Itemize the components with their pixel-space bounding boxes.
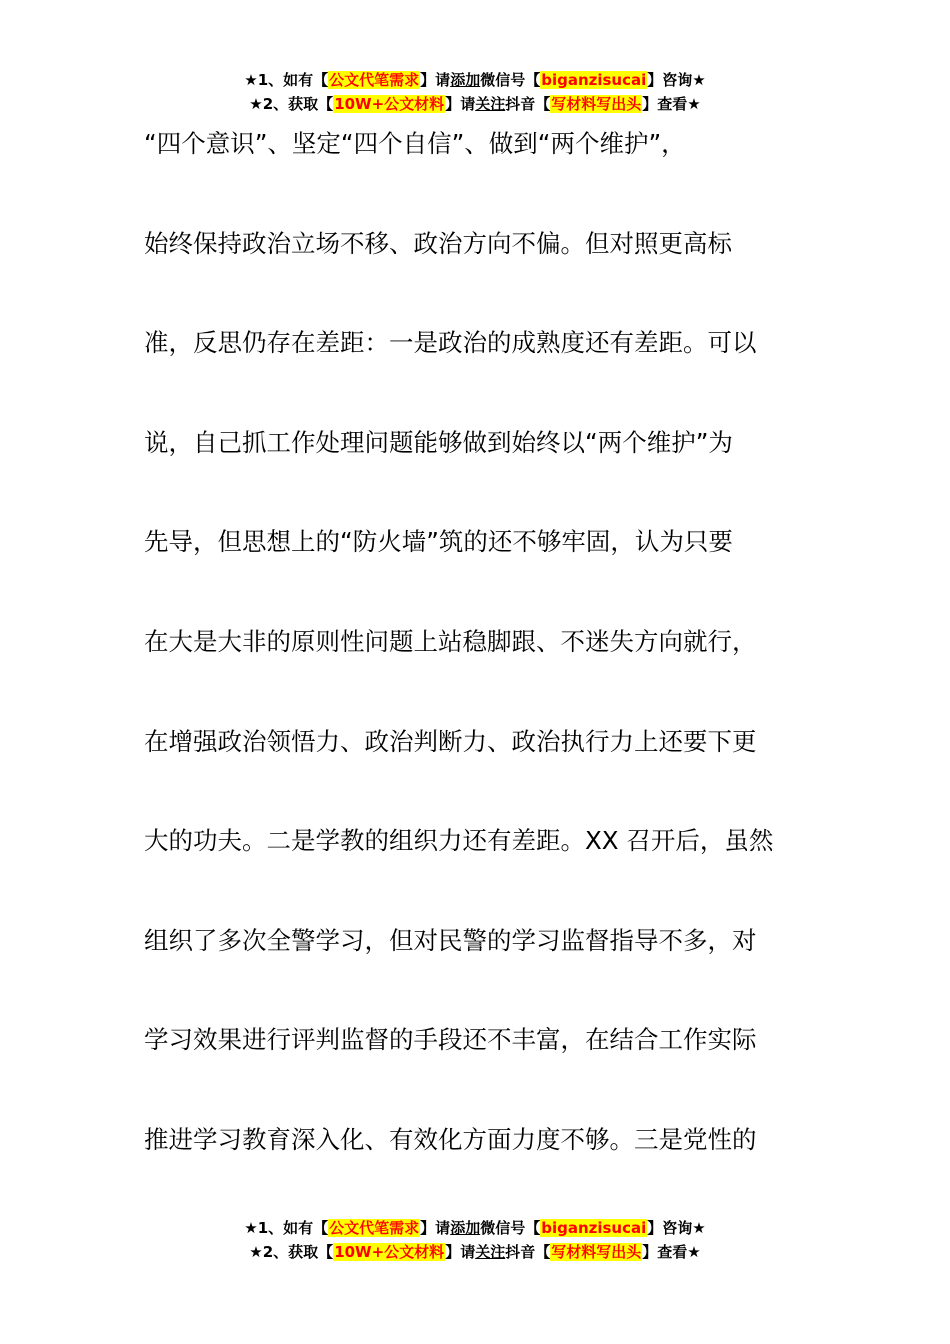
- document-body: [144, 122, 814, 1218]
- text-line: 学习效果进行评判监督的手段还不丰富，在结合工作实际: [144, 1025, 757, 1055]
- footer-banner-line-2: ★2、获取【10W+公文材料】请关注抖音【写材料写出头】查看★: [249, 1243, 701, 1261]
- header-banner-line-2: ★2、获取【10W+公文材料】请关注抖音【写材料写出头】查看★: [249, 95, 701, 113]
- highlight-materials: 10W+公文材料: [334, 1243, 445, 1261]
- text-line: 先导，但思想上的“防火墙”筑的还不够牢固，认为只要: [144, 527, 733, 557]
- text-line: 推进学习教育深入化、有效化方面力度不够。三是党性的: [144, 1124, 757, 1154]
- header-banner-line-1: ★1、如有【公文代笔需求】请添加微信号【biganzisucai】咨询★: [244, 71, 706, 89]
- text-line: 始终保持政治立场不移、政治方向不偏。但对照更高标: [144, 228, 732, 258]
- footer-banner: [0, 1216, 950, 1264]
- text-line: 在大是大非的原则性问题上站稳脚跟、不迷失方向就行，: [144, 626, 757, 656]
- text-line: 在增强政治领悟力、政治判断力、政治执行力上还要下更: [144, 726, 757, 756]
- highlight-douyin-account: 写材料写出头: [551, 1243, 642, 1261]
- highlight-wechat-id: biganzisucai: [541, 1219, 647, 1237]
- text-line: “四个意识”、坚定“四个自信”、做到“两个维护”，: [144, 129, 686, 158]
- text-line: 大的功夫。二是学教的组织力还有差距。XX 召开后，虽然: [144, 826, 774, 856]
- highlight-materials: 10W+公文材料: [334, 95, 445, 113]
- text-line: 组织了多次全警学习，但对民警的学习监督指导不多，对: [144, 925, 757, 955]
- footer-banner-line-1: ★1、如有【公文代笔需求】请添加微信号【biganzisucai】咨询★: [244, 1219, 706, 1237]
- highlight-service: 公文代笔需求: [329, 1219, 420, 1237]
- highlight-service: 公文代笔需求: [329, 71, 420, 89]
- text-line: 准，反思仍存在差距：一是政治的成熟度还有差距。可以: [144, 328, 757, 358]
- header-banner: [0, 68, 950, 116]
- highlight-douyin-account: 写材料写出头: [551, 95, 642, 113]
- text-line: 说，自己抓工作处理问题能够做到始终以“两个维护”为: [144, 427, 733, 457]
- highlight-wechat-id: biganzisucai: [541, 71, 647, 89]
